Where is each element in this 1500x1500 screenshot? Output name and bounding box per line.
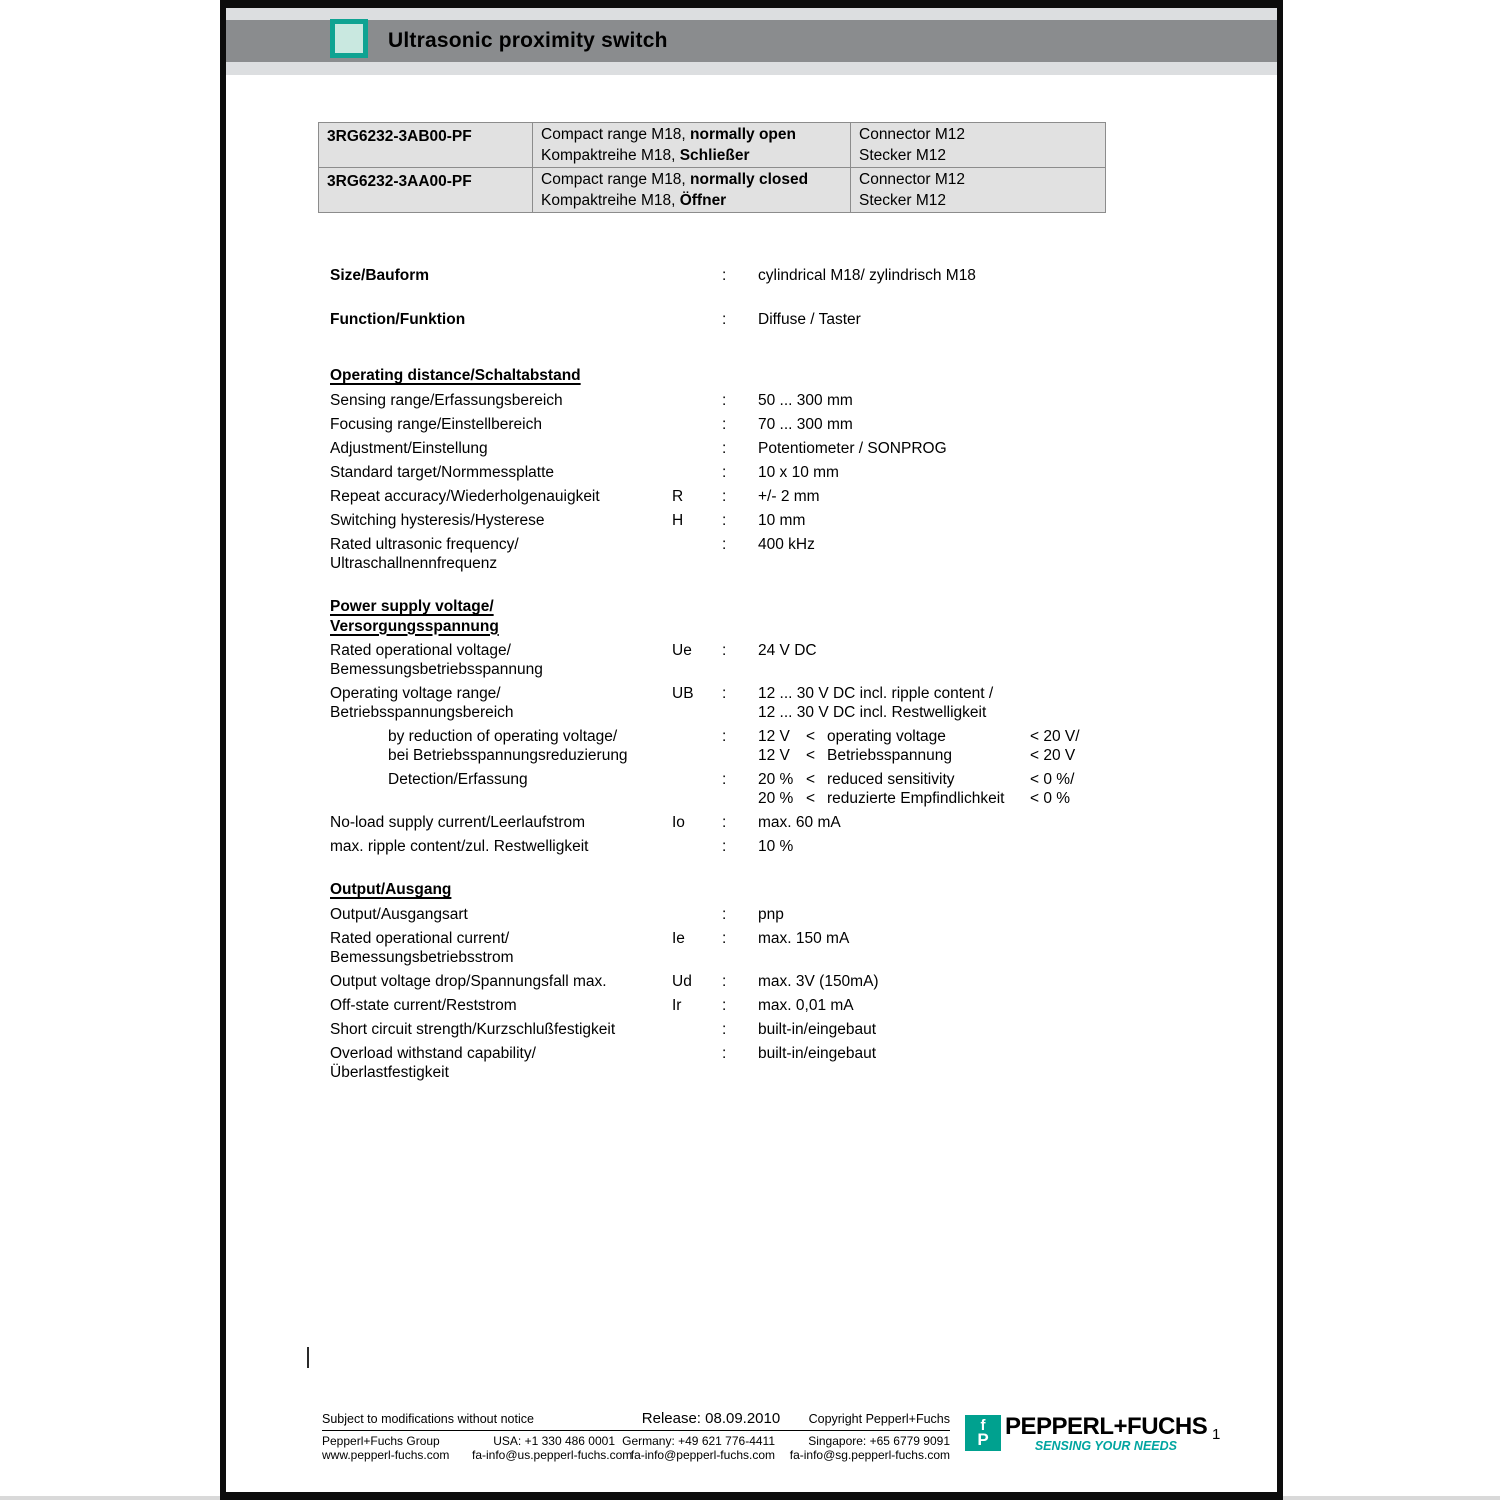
spec-section [330, 266, 1100, 354]
spec-symbol [672, 905, 722, 924]
spec-label-line: bei Betriebsspannungsreduzierung [388, 747, 628, 764]
compare-operator: < [806, 728, 816, 745]
spec-value-line: 10 mm [758, 511, 806, 529]
spec-symbol [672, 1044, 722, 1082]
spec-label [330, 996, 672, 1015]
pf-logo-icon [965, 1415, 1001, 1451]
spec-symbol [672, 415, 722, 434]
spec-section [330, 366, 1100, 578]
spec-value [758, 310, 1100, 329]
spec-value [758, 929, 1100, 967]
spec-colon: : [722, 1020, 727, 1038]
spec-value-line: 12 ... 30 V DC incl. Restwelligkeit [758, 704, 987, 721]
spec-row [330, 1020, 1100, 1039]
spec-symbol [672, 770, 722, 808]
spec-row [330, 641, 1100, 679]
spec-label-line: Function/Funktion [330, 311, 466, 328]
spec-section [330, 880, 1100, 1087]
spec-label [330, 727, 672, 765]
connector-line: Connector M12 [859, 126, 965, 143]
spec-label [330, 535, 672, 573]
description-normal: Kompaktreihe M18, [541, 147, 680, 164]
spec-value-line: cylindrical M18/ zylindrisch M18 [758, 267, 976, 284]
spec-row [330, 487, 1100, 506]
spec-symbol [672, 310, 722, 329]
spec-label-line: Detection/Erfassung [388, 771, 528, 788]
compare-operator: < [806, 771, 816, 788]
spec-label [330, 439, 672, 458]
spec-symbol [672, 266, 722, 285]
spec-label [330, 837, 672, 856]
spec-row [330, 905, 1100, 924]
header-accent-square [330, 19, 368, 58]
spec-row [330, 770, 1100, 808]
contact-email: fa-info@sg.pepperl-fuchs.com [789, 1448, 950, 1462]
compare-limit: < 20 V/ [1030, 728, 1080, 745]
spec-colon: : [722, 511, 727, 529]
spec-symbol [672, 535, 722, 573]
spec-value [758, 463, 1100, 482]
description-normal: Compact range M18, [541, 126, 691, 143]
header-strip-bottom [226, 62, 1277, 75]
spec-value-line: 70 ... 300 mm [758, 415, 853, 433]
spec-label-line: by reduction of operating voltage/ [388, 728, 618, 745]
description-line [541, 169, 842, 190]
connector-line: Stecker M12 [859, 192, 947, 209]
spec-label [330, 266, 672, 285]
footer-rule [322, 1430, 950, 1431]
spec-label-line: Bemessungsbetriebsstrom [330, 948, 514, 966]
spec-label-line: Betriebsspannungsbereich [330, 704, 514, 721]
spec-symbol [672, 463, 722, 482]
footer-note: Subject to modifications without notice [322, 1412, 534, 1426]
pf-logo-glyph-p: P [977, 1429, 989, 1449]
footer-contact-col [472, 1434, 633, 1462]
page-title: Ultrasonic proximity switch [388, 29, 668, 52]
company-name: Pepperl+Fuchs Group [322, 1434, 440, 1448]
spec-row [330, 463, 1100, 482]
compare-value: 20 % [758, 771, 794, 788]
compare-limit: < 0 %/ [1030, 771, 1075, 788]
spec-label [330, 972, 672, 991]
spec-symbol: UB [672, 685, 694, 702]
description-bold: normally open [690, 126, 796, 143]
spec-value [758, 439, 1100, 458]
spec-label [330, 905, 672, 924]
page-frame [220, 0, 1283, 1500]
spec-symbol: Ue [672, 642, 692, 659]
spec-label [330, 929, 672, 967]
footer-contact-col [322, 1434, 472, 1462]
spec-value [758, 837, 1100, 856]
spec-value-line: 50 ... 300 mm [758, 391, 853, 409]
spec-value-line: Diffuse / Taster [758, 311, 861, 328]
header-strip-top [226, 8, 1277, 20]
description-line [541, 124, 842, 145]
spec-colon: : [722, 929, 727, 947]
spec-colon: : [722, 972, 727, 990]
spec-symbol [672, 439, 722, 458]
spec-compare-line [758, 789, 1100, 808]
compare-text: reduzierte Empfindlichkeit [827, 790, 1005, 807]
spec-symbol: Ud [672, 972, 692, 990]
spec-label-line: max. ripple content/zul. Restwelligkeit [330, 838, 589, 855]
connector-cell [851, 123, 1105, 167]
section-heading-line: Versorgungsspannung [330, 617, 499, 635]
spec-value [758, 391, 1100, 410]
table-row [319, 123, 1105, 168]
spec-colon: : [722, 535, 727, 553]
part-number-cell: 3RG6232-3AB00-PF [319, 123, 533, 167]
spec-colon: : [722, 685, 727, 702]
spec-value [758, 641, 1100, 679]
spec-row [330, 266, 1100, 285]
description-line [541, 190, 842, 211]
pf-logo-glyph-f: f [980, 1416, 986, 1434]
spec-value [758, 684, 1100, 722]
contact-email: fa-info@us.pepperl-fuchs.com [472, 1448, 633, 1462]
spec-label-line: Size/Bauform [330, 267, 430, 284]
spec-row [330, 929, 1100, 967]
spec-row [330, 535, 1100, 573]
spec-label-line: Focusing range/Einstellbereich [330, 415, 542, 433]
spec-label-line: Sensing range/Erfassungsbereich [330, 391, 563, 409]
compare-limit: < 20 V [1030, 747, 1076, 764]
spec-value [758, 1020, 1100, 1039]
spec-colon: : [722, 996, 727, 1014]
spec-label-line: Bemessungsbetriebsspannung [330, 661, 543, 678]
spec-label [330, 487, 672, 506]
spec-label-line: Output voltage drop/Spannungsfall max. [330, 972, 607, 990]
section-heading [330, 366, 1100, 386]
spec-colon: : [722, 439, 727, 457]
spec-symbol: R [672, 487, 684, 505]
spec-row [330, 813, 1100, 832]
spec-row [330, 727, 1100, 765]
header-band [226, 20, 1277, 62]
description-normal: Compact range M18, [541, 171, 691, 188]
spec-value-line: built-in/eingebaut [758, 1044, 877, 1062]
spec-row [330, 684, 1100, 722]
spec-colon: : [722, 311, 727, 328]
pf-logo [965, 1413, 1215, 1463]
spec-row [330, 972, 1100, 991]
spec-value [758, 770, 1100, 808]
spec-compare-line [758, 727, 1100, 746]
compare-value: 12 V [758, 747, 790, 764]
spec-value-line: max. 3V (150mA) [758, 972, 879, 990]
spec-label-line: Rated ultrasonic frequency/ [330, 535, 519, 553]
table-row [319, 168, 1105, 212]
spec-label-line: No-load supply current/Leerlaufstrom [330, 814, 586, 831]
spec-colon: : [722, 1044, 727, 1062]
spec-value [758, 266, 1100, 285]
release-date: Release: 08.09.2010 [641, 1410, 781, 1427]
spec-value [758, 415, 1100, 434]
spec-label-line: Standard target/Normmessplatte [330, 463, 554, 481]
spec-label [330, 391, 672, 410]
footer [322, 1410, 950, 1462]
spec-label [330, 684, 672, 722]
spec-compare-line [758, 746, 1100, 765]
spec-label-line: Switching hysteresis/Hysterese [330, 511, 545, 529]
spec-symbol: Ie [672, 929, 685, 947]
contact-phone: USA: +1 330 486 0001 [493, 1434, 615, 1448]
spec-label-line: Operating voltage range/ [330, 685, 501, 702]
contact-email: fa-info@pepperl-fuchs.com [630, 1448, 775, 1462]
spec-value-line: 12 ... 30 V DC incl. ripple content / [758, 685, 994, 702]
brand-tagline: SENSING YOUR NEEDS [1034, 1439, 1177, 1453]
product-table [318, 122, 1106, 213]
spec-label [330, 813, 672, 832]
spec-value [758, 905, 1100, 924]
spec-value-line: 10 % [758, 838, 794, 855]
spec-row [330, 439, 1100, 458]
spec-colon: : [722, 391, 727, 409]
spec-label-line: Output/Ausgangsart [330, 905, 468, 923]
spec-label [330, 1020, 672, 1039]
compare-text: reduced sensitivity [827, 771, 955, 788]
spec-label [330, 463, 672, 482]
spec-row [330, 391, 1100, 410]
spec-value-line: max. 0,01 mA [758, 996, 854, 1014]
spec-value-line: max. 150 mA [758, 929, 850, 947]
spec-row [330, 837, 1100, 856]
spec-value [758, 813, 1100, 832]
copyright: Copyright Pepperl+Fuchs [808, 1412, 950, 1426]
footer-contacts [322, 1434, 950, 1462]
description-bold: Öffner [679, 192, 727, 209]
contact-phone: Singapore: +65 6779 9091 [808, 1434, 950, 1448]
spec-symbol [672, 727, 722, 765]
spec-value [758, 511, 1100, 530]
spec-label-line: Repeat accuracy/Wiederholgenauigkeit [330, 487, 600, 505]
spec-symbol: Io [672, 814, 685, 831]
spec-label-line: Short circuit strength/Kurzschlußfestigkeit [330, 1020, 616, 1038]
spec-label [330, 415, 672, 434]
spec-compare-line [758, 770, 1100, 789]
description-line [541, 145, 842, 166]
spec-label [330, 1044, 672, 1082]
spec-colon: : [722, 463, 727, 481]
spec-colon: : [722, 642, 727, 659]
spec-colon: : [722, 814, 727, 831]
spec-value-line: Potentiometer / SONPROG [758, 439, 947, 457]
part-number-cell: 3RG6232-3AA00-PF [319, 168, 533, 212]
spec-value [758, 972, 1100, 991]
spec-symbol [672, 837, 722, 856]
spec-symbol: H [672, 511, 684, 529]
spec-value [758, 487, 1100, 506]
section-heading [330, 880, 1100, 900]
spec-section [330, 597, 1100, 861]
spec-colon: : [722, 728, 727, 745]
spec-label-line: Adjustment/Einstellung [330, 439, 488, 457]
brand-name: PEPPERL+FUCHS [1005, 1413, 1208, 1440]
spec-colon: : [722, 771, 727, 788]
compare-operator: < [806, 747, 816, 764]
spec-label [330, 310, 672, 329]
description-bold: normally closed [690, 171, 809, 188]
spec-value [758, 1044, 1100, 1082]
spec-row [330, 415, 1100, 434]
compare-value: 20 % [758, 790, 794, 807]
spec-symbol [672, 391, 722, 410]
section-heading-line: Operating distance/Schaltabstand [330, 367, 581, 384]
spec-colon: : [722, 905, 727, 923]
spec-symbol [672, 1020, 722, 1039]
spec-label-line: Rated operational current/ [330, 929, 510, 947]
description-cell [533, 168, 851, 212]
spec-label-line: Overload withstand capability/ [330, 1044, 536, 1062]
page-number: 1 [1212, 1426, 1221, 1443]
connector-line: Stecker M12 [859, 147, 947, 164]
spec-colon: : [722, 838, 727, 855]
spec-row [330, 1044, 1100, 1082]
compare-operator: < [806, 790, 816, 807]
spec-value-line: max. 60 mA [758, 814, 841, 831]
spec-label-line: Ultraschallnennfrequenz [330, 554, 498, 572]
company-website: www.pepperl-fuchs.com [322, 1448, 450, 1462]
spec-colon: : [722, 267, 727, 284]
spec-value-line: built-in/eingebaut [758, 1020, 877, 1038]
compare-value: 12 V [758, 728, 790, 745]
spec-value-line: pnp [758, 905, 784, 923]
spec-label-line: Off-state current/Reststrom [330, 996, 517, 1014]
footer-contact-col [775, 1434, 950, 1462]
spec-colon: : [722, 415, 727, 433]
compare-text: Betriebsspannung [827, 747, 952, 764]
spec-colon: : [722, 487, 727, 505]
spec-value-line: 400 kHz [758, 535, 815, 553]
connector-cell [851, 168, 1105, 212]
spec-value [758, 535, 1100, 573]
spec-value-line: 10 x 10 mm [758, 463, 839, 481]
section-heading [330, 597, 1100, 636]
spec-label [330, 770, 672, 808]
footer-line1 [322, 1410, 950, 1430]
compare-text: operating voltage [827, 728, 946, 745]
compare-limit: < 0 % [1030, 790, 1071, 807]
description-bold: Schließer [679, 147, 750, 164]
text-cursor [307, 1347, 309, 1368]
spec-row [330, 310, 1100, 329]
section-heading-line: Output/Ausgang [330, 881, 452, 898]
spec-row [330, 511, 1100, 530]
description-normal: Kompaktreihe M18, [541, 192, 680, 209]
contact-phone: Germany: +49 621 776-4411 [622, 1434, 775, 1448]
spec-value-line: 24 V DC [758, 642, 817, 659]
footer-contact-col [615, 1434, 775, 1462]
description-cell [533, 123, 851, 167]
spec-value-line: +/- 2 mm [758, 487, 820, 505]
spec-label [330, 511, 672, 530]
spec-value [758, 996, 1100, 1015]
spec-label-line: Überlastfestigkeit [330, 1063, 449, 1081]
spec-row [330, 996, 1100, 1015]
connector-line: Connector M12 [859, 171, 965, 188]
spec-label [330, 641, 672, 679]
section-heading-line: Power supply voltage/ [330, 598, 494, 615]
spec-symbol: Ir [672, 996, 682, 1014]
spec-label-line: Rated operational voltage/ [330, 642, 511, 659]
spec-value [758, 727, 1100, 765]
